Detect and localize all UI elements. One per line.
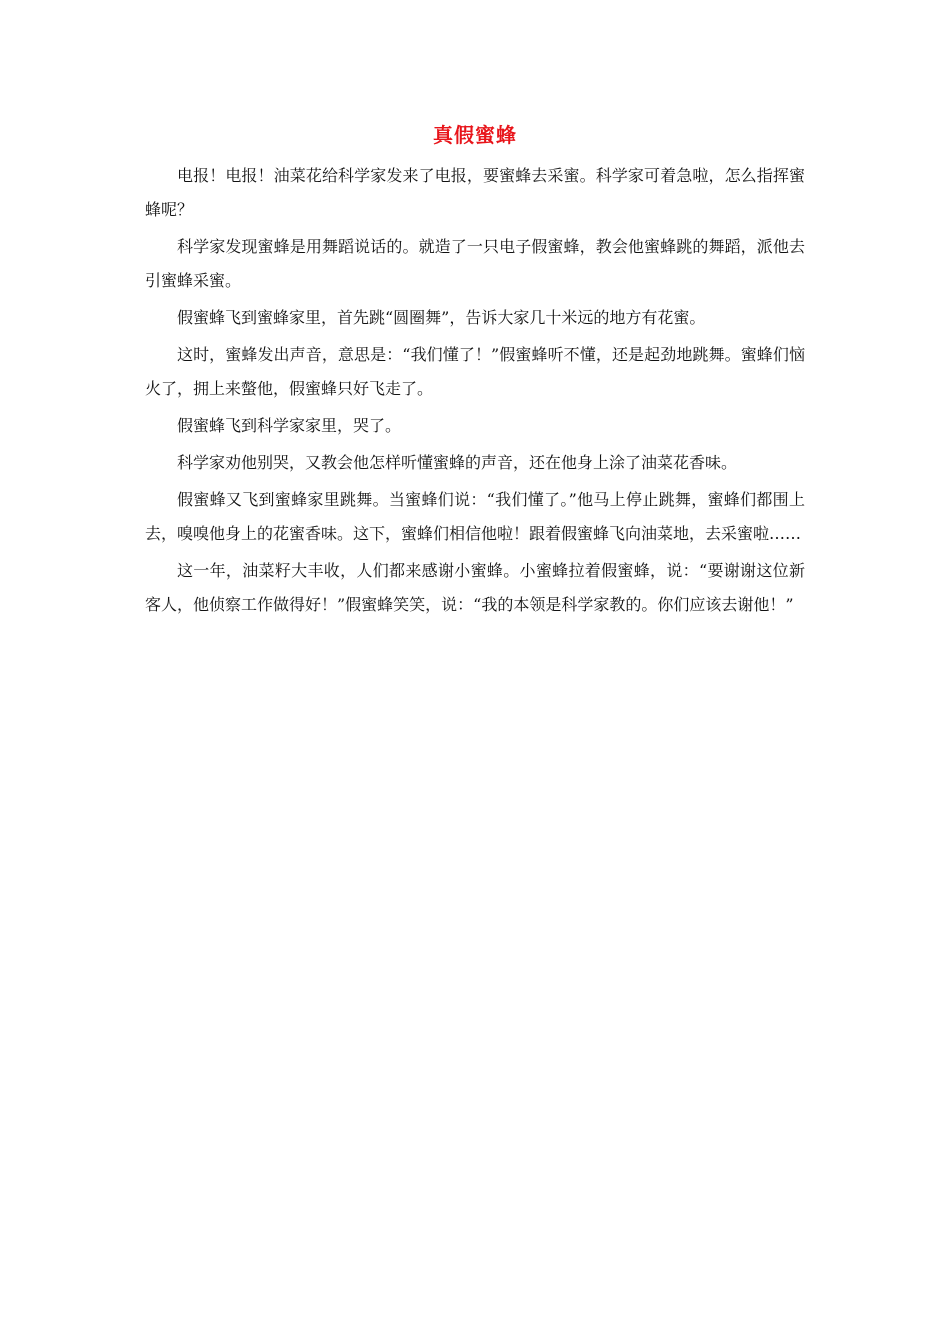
paragraph-6: 科学家劝他别哭，又教会他怎样听懂蜜蜂的声音，还在他身上涂了油菜花香味。	[177, 453, 738, 472]
paragraph-2: 科学家发现蜜蜂是用舞蹈说话的。就造了一只电子假蜜蜂，教会他蜜蜂跳的舞蹈，派他去引蜜蜂采蜜。	[145, 237, 805, 290]
paragraph-4: 这时，蜜蜂发出声音，意思是：“我们懂了！”假蜜蜂听不懂，还是起劲地跳舞。蜜蜂们恼火了，拥上来螫他，假蜜蜂只好飞走了。	[145, 345, 805, 398]
paragraph-3: 假蜜蜂飞到蜜蜂家里，首先跳“圆圈舞”，告诉大家几十米远的地方有花蜜。	[177, 308, 706, 327]
paragraph-1: 电报！电报！油菜花给科学家发来了电报，要蜜蜂去采蜜。科学家可着急啦，怎么指挥蜜蜂呢？	[145, 166, 805, 219]
paragraph-8: 这一年，油菜籽大丰收，人们都来感谢小蜜蜂。小蜜蜂拉着假蜜蜂，说：“要谢谢这位新客人，他侦察工作做得好！”假蜜蜂笑笑，说：“我的本领是科学家教的。你们应该去谢他！”	[145, 561, 805, 614]
paragraph-5: 假蜜蜂飞到科学家家里，哭了。	[177, 416, 402, 435]
paragraph-7: 假蜜蜂又飞到蜜蜂家里跳舞。当蜜蜂们说：“我们懂了。”他马上停止跳舞，蜜蜂们都围上去，嗅嗅他身上的花蜜香味。这下，蜜蜂们相信他啦！跟着假蜜蜂飞向油菜地，去采蜜啦……	[145, 490, 805, 543]
document-title: 真假蜜蜂	[433, 123, 517, 147]
article	[145, 118, 805, 625]
